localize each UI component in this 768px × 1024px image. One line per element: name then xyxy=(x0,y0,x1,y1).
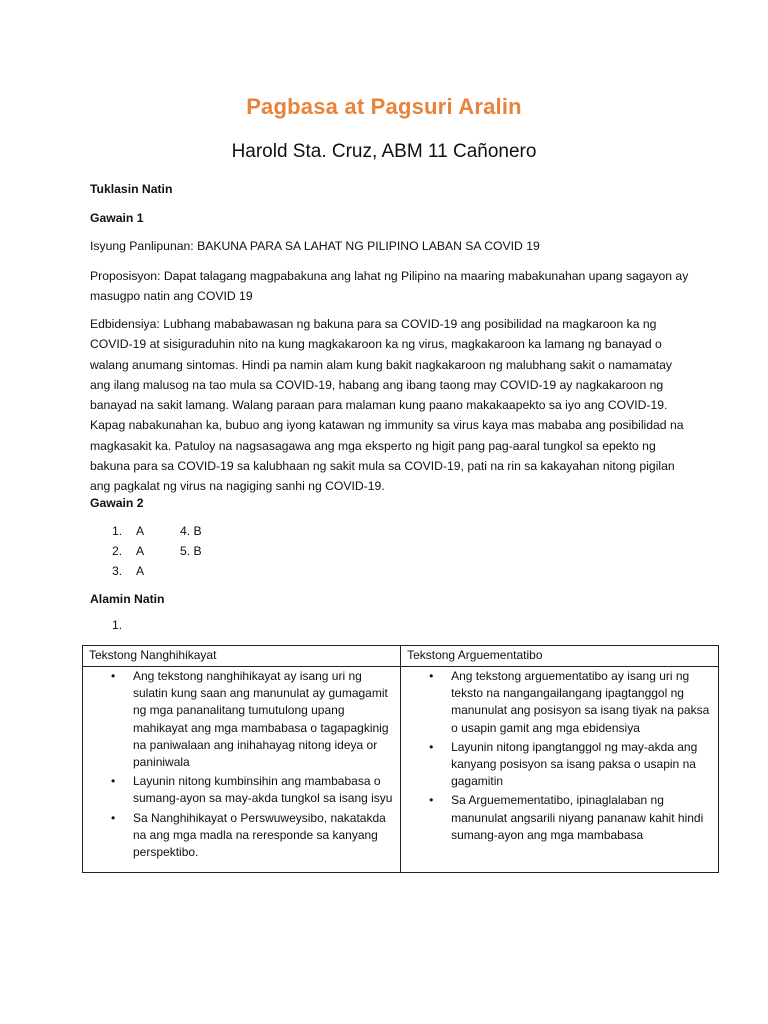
cell-arguementatibo xyxy=(401,667,719,873)
list-item xyxy=(429,668,712,737)
list-item-text: Sa Nanghihikayat o Perswuweysibo, nakatakda na ang mga madla na reresponde sa kanyang perspektibo. xyxy=(133,810,386,860)
cell-nanghihikayat xyxy=(83,667,401,873)
comparison-table xyxy=(82,645,719,873)
gawain1-heading: Gawain 1 xyxy=(90,211,144,225)
bullet-list-left xyxy=(89,668,394,861)
author-line: Harold Sta. Cruz, ABM 11 Cañonero xyxy=(231,141,537,162)
list-item xyxy=(111,773,394,807)
header-arguementatibo: Tekstong Arguementatibo xyxy=(401,646,719,667)
answer-row xyxy=(112,561,312,581)
answer-row xyxy=(112,541,312,561)
answer-value: A xyxy=(136,524,145,538)
gawain2-heading: Gawain 2 xyxy=(90,496,144,510)
header-nanghihikayat: Tekstong Nanghihikayat xyxy=(83,646,401,667)
proposisyon-text: Dapat talagang magpabakuna ang lahat ng Pilipino na maaring mabakunahan upang sagayon ay masugpo natin ang COVID 19 xyxy=(90,269,689,303)
proposisyon-label: Proposisyon: xyxy=(90,269,161,283)
answer-value: A xyxy=(136,544,145,558)
document-title: Pagbasa at Pagsuri Aralin xyxy=(246,94,522,119)
list-item-text: Ang tekstong arguementatibo ay isang uri ng teksto na nangangailangang ipagtanggol ng manunulat ang posisyon sa isang tiyak na paksa o usapin gamit ang mga ebidensiya xyxy=(451,669,710,735)
gawain2-answer-list xyxy=(112,521,312,581)
ebidensiya-text: Lubhang mababawasan ng bakuna para sa COVID-19 ang posibilidad na magkaroon ka ng COVID-19 at sisiguraduhin nito na kung magkakaroon ka ng virus, magkakaroon ka lamang ng banayad o walang anumang sintomas. Hindi pa namin alam kung bakit nagkakaroon ng malubhang sakit o namamatay ang ilang malusog na tao mula sa COVID-19, habang ang ibang taong may COVID-19 ay nagkakaroon ng banayad na sakit lamang. Walang paraan para malaman kung paano makakaapekto sa iyo ang COVID-19. Kapag nabakunahan ka, bubuo ang iyong katawan ng immunity sa virus kaya mas mababa ang posibilidad na magkasakit ka. Patuloy na nagsasagawa ang mga eksperto ng higit pang pag-aaral tungkol sa epekto ng bakuna para sa COVID-19 sa kalubhaan ng sakit mula sa COVID-19, pati na rin sa kakayahan nitong pigilan ang pagkalat ng virus na nagiging sanhi ng COVID-19. xyxy=(90,317,684,494)
list-item-text: Layunin nitong kumbinsihin ang mambabasa o sumang-ayon sa may-akda tungkol sa isang isyu xyxy=(133,774,393,806)
answer-number: 3. xyxy=(112,564,123,578)
alamin-item-number: 1. xyxy=(112,618,123,632)
answer-extra: 5. B xyxy=(180,544,202,558)
list-item-text: Ang tekstong nanghihikayat ay isang uri ng sulatin kung saan ang manunulat ay gumagamit ng mga pananalitang tumutulong upang mahikayat ang mga mambabasa o tagapagkinig na paniwalaan ang inihahayag nitong ideya or paniniwala xyxy=(133,669,389,770)
answer-value: A xyxy=(136,564,145,578)
list-item xyxy=(111,810,394,862)
list-item-text: Layunin nitong ipangtanggol ng may-akda ang kanyang posisyon sa isang paksa o usapin na gagamitin xyxy=(451,739,698,789)
list-item xyxy=(429,792,712,844)
isyu-line xyxy=(90,237,690,257)
isyu-text: BAKUNA PARA SA LAHAT NG PILIPINO LABAN SA COVID 19 xyxy=(197,239,540,253)
answer-number: 1. xyxy=(112,524,123,538)
answer-row xyxy=(112,521,312,541)
answer-extra: 4. B xyxy=(180,524,202,538)
list-item xyxy=(111,668,394,771)
ebidensiya-paragraph xyxy=(90,314,686,497)
bullet-icon: • xyxy=(429,739,434,754)
proposisyon-paragraph xyxy=(90,266,690,306)
bullet-icon: • xyxy=(111,669,116,683)
isyu-label: Isyung Panlipunan: xyxy=(90,239,194,253)
list-item-text: Sa Arguemementatibo, ipinaglalaban ng manunulat angsarili niyang pananaw kahit hindi sumang-ayon ang mga mambabasa xyxy=(451,793,704,842)
list-item xyxy=(429,739,712,791)
bullet-icon: • xyxy=(429,793,434,808)
table-row xyxy=(83,667,719,873)
alamin-heading: Alamin Natin xyxy=(90,592,165,606)
bullet-list-right xyxy=(407,668,712,844)
section-heading-tuklasin: Tuklasin Natin xyxy=(90,182,173,196)
bullet-icon: • xyxy=(111,774,116,789)
bullet-icon: • xyxy=(111,810,116,825)
table-header-row xyxy=(83,646,719,667)
bullet-icon: • xyxy=(429,669,434,683)
answer-number: 2. xyxy=(112,544,123,558)
ebidensiya-label: Edbidensiya: xyxy=(90,317,160,331)
